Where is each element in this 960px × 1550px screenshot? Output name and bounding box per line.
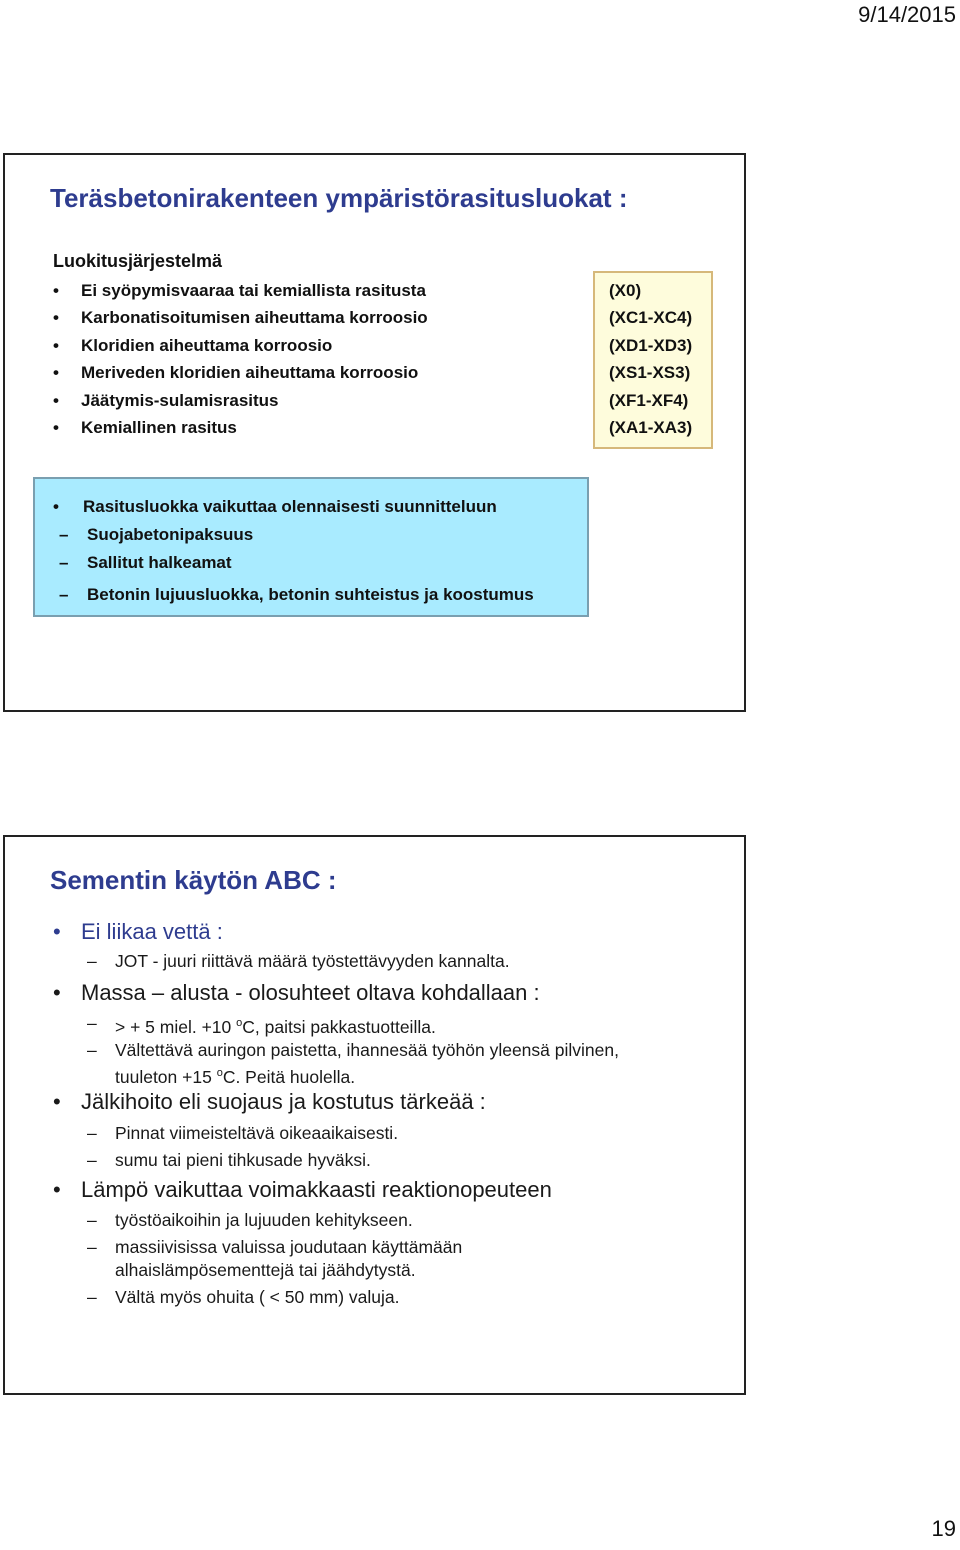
bullet-item: • Ei liikaa vettä : xyxy=(53,919,223,944)
exposure-class-code: (XD1-XD3) xyxy=(609,335,693,355)
bullet-icon: • xyxy=(53,363,59,383)
dash-icon: – xyxy=(87,1210,97,1230)
slide-cement-abc xyxy=(3,835,746,1395)
exposure-class-code: (XS1-XS3) xyxy=(609,363,691,383)
exposure-class-code: (XA1-XA3) xyxy=(609,417,693,437)
sub-item: – Pinnat viimeisteltävä oikeaaikaisesti. xyxy=(87,1123,399,1143)
bullet-icon: • xyxy=(53,390,59,410)
print-date: 9/14/2015 xyxy=(858,2,956,27)
exposure-class-code: (XC1-XC4) xyxy=(609,308,693,328)
exposure-class-code: (X0) xyxy=(609,281,642,300)
design-impact-sub: – Betonin lujuusluokka, betonin suhteistus ja koostumus xyxy=(59,585,534,604)
bullet-icon: • xyxy=(53,1177,61,1202)
list-item: • Kloridien aiheuttama korroosio xyxy=(53,335,333,355)
bullet-item: • Jälkihoito eli suojaus ja kostutus tärkeää : xyxy=(53,1089,486,1114)
bullet-item: • Lämpö vaikuttaa voimakkaasti reaktionopeuteen xyxy=(53,1177,552,1202)
sub-item: – Vältettävä auringon paistetta, ihannesää työhön yleensä pilvinen, tuuleton +15 $^o$C. Peitä huolella. xyxy=(87,1040,619,1087)
design-impact-sub: – Suojabetonipaksuus xyxy=(59,525,254,544)
sub-item: – > + 5 miel. +10 $^o$C, paitsi pakkastuotteilla. xyxy=(87,1013,436,1037)
bullet-item: • Massa – alusta - olosuhteet oltava kohdallaan : xyxy=(53,980,540,1005)
list-item: • Karbonatisoitumisen aiheuttama korroosio xyxy=(53,308,428,328)
dash-icon: – xyxy=(59,525,69,544)
design-impact-main: • Rasitusluokka vaikuttaa olennaisesti suunnitteluun xyxy=(53,497,497,516)
list-item: • Meriveden kloridien aiheuttama korroosio xyxy=(53,363,419,383)
list-item: • Ei syöpymisvaaraa tai kemiallista rasitusta xyxy=(53,281,426,300)
page-number: 19 xyxy=(931,1516,956,1541)
bullet-icon: • xyxy=(53,417,59,437)
slide-exposure-classes xyxy=(3,153,746,712)
dash-icon: – xyxy=(59,553,69,572)
dash-icon: – xyxy=(87,1123,97,1143)
list-item: • Kemiallinen rasitus xyxy=(53,417,237,437)
dash-icon: – xyxy=(87,1040,97,1060)
dash-icon: – xyxy=(87,1237,97,1257)
slide-title: Teräsbetonirakenteen ympäristörasitusluokat : xyxy=(50,183,628,213)
design-impact-box xyxy=(33,477,589,617)
bullet-icon: • xyxy=(53,1089,61,1114)
slide-title: Sementin käytön ABC : xyxy=(50,865,337,895)
dash-icon: – xyxy=(87,1013,97,1033)
bullet-icon: • xyxy=(53,281,59,300)
dash-icon: – xyxy=(59,585,69,604)
sub-item: – työstöaikoihin ja lujuuden kehitykseen. xyxy=(87,1210,413,1230)
design-impact-sub: – Sallitut halkeamat xyxy=(59,553,232,572)
bullet-icon: • xyxy=(53,919,61,944)
bullet-icon: • xyxy=(53,308,59,328)
dash-icon: – xyxy=(87,1150,97,1170)
exposure-class-code: (XF1-XF4) xyxy=(609,390,689,410)
classification-heading: Luokitusjärjestelmä xyxy=(53,251,223,271)
exposure-list xyxy=(53,279,428,443)
exposure-class-box xyxy=(593,271,713,449)
sub-item: – sumu tai pieni tihkusade hyväksi. xyxy=(87,1150,371,1170)
sub-item: – massiivisissa valuissa joudutaan käyttämään alhaislämpösementtejä tai jäähdytystä. xyxy=(87,1237,463,1280)
dash-icon: – xyxy=(87,951,97,971)
list-item: • Jäätymis-sulamisrasitus xyxy=(53,390,279,410)
sub-item: – JOT - juuri riittävä määrä työstettävyyden kannalta. xyxy=(87,951,510,971)
bullet-icon: • xyxy=(53,497,59,516)
sub-item: – Vältä myös ohuita ( < 50 mm) valuja. xyxy=(87,1287,400,1307)
dash-icon: – xyxy=(87,1287,97,1307)
bullet-icon: • xyxy=(53,980,61,1005)
bullet-icon: • xyxy=(53,335,59,355)
